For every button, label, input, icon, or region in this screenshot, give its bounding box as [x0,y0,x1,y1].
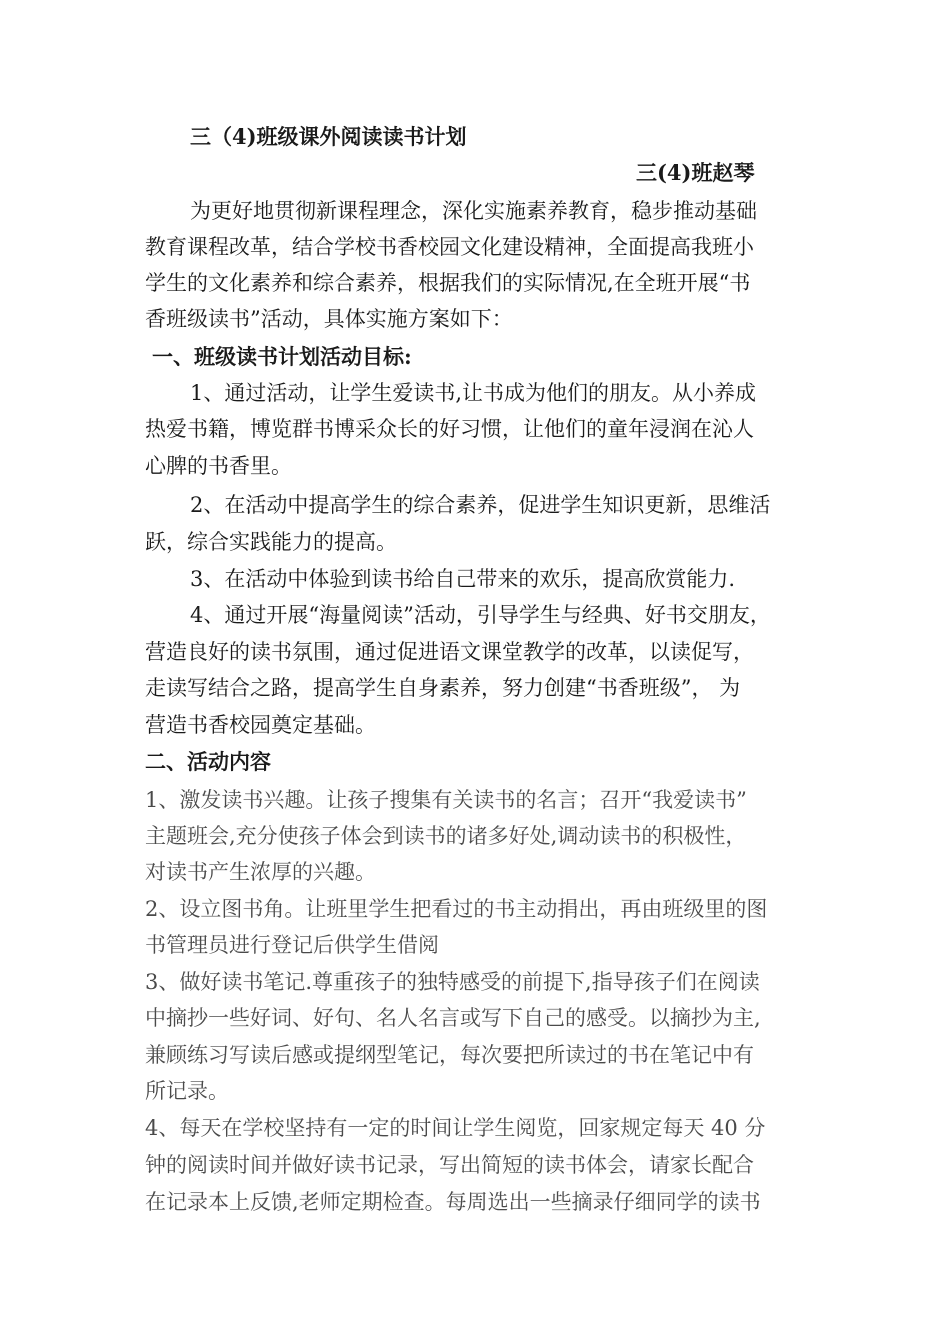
text-line: 跃，综合实践能力的提高。 [145,530,397,554]
text-line: 1、通过活动，让学生爱读书,让书成为他们的朋友。从小养成 [190,381,757,405]
text-line: 1、激发读书兴趣。让孩子搜集有关读书的名言；召开“我爱读书” [145,788,747,812]
text-line: 3、做好读书笔记.尊重孩子的独特感受的前提下,指导孩子们在阅读 [145,970,760,994]
text-line: 书管理员进行登记后供学生借阅 [145,933,439,957]
text-line: 中摘抄一些好词、好句、名人名言或写下自己的感受。以摘抄为主, [145,1006,761,1030]
text-line: 香班级读书”活动，具体实施方案如下： [145,307,513,331]
text-line: 2、设立图书角。让班里学生把看过的书主动捐出，再由班级里的图 [145,897,768,921]
text-line: 在记录本上反馈,老师定期检查。每周选出一些摘录仔细同学的读书 [145,1190,761,1214]
text-line: 学生的文化素养和综合素养，根据我们的实际情况,在全班开展“书 [145,271,751,295]
text-line: 4、通过开展“海量阅读”活动，引导学生与经典、好书交朋友， [190,603,771,627]
text-line: 3、在活动中体验到读书给自己带来的欢乐，提高欣赏能力. [190,567,736,591]
text-line: 心脾的书香里。 [145,454,292,478]
text-line: 主题班会,充分使孩子体会到读书的诸多好处,调动读书的积极性， [145,824,747,848]
document-title: 三（4)班级课外阅读读书计划 [190,124,467,149]
text-line: 兼顾练习写读后感或提纲型笔记，每次要把所读过的书在笔记中有 [145,1043,754,1067]
text-line: 热爱书籍，博览群书博采众长的好习惯，让他们的童年浸润在沁人 [145,417,754,441]
text-line: 营造良好的读书氛围，通过促进语文课堂教学的改革，以读促写， [145,640,754,664]
section1-heading: 一、班级读书计划活动目标: [152,344,412,369]
text-line: 走读写结合之路，提高学生自身素养，努力创建“书香班级”， 为 [145,676,741,700]
text-line: 对读书产生浓厚的兴趣。 [145,860,376,884]
text-line: 教育课程改革，结合学校书香校园文化建设精神，全面提高我班小 [145,235,754,259]
text-line: 营造书香校园奠定基础。 [145,713,376,737]
text-line: 钟的阅读时间并做好读书记录，写出简短的读书体会，请家长配合 [145,1153,754,1177]
text-line: 所记录。 [145,1079,229,1103]
document-author: 三(4)班赵琴 [636,160,755,185]
section2-heading: 二、活动内容 [145,749,271,774]
text-line: 2、在活动中提高学生的综合素养，促进学生知识更新，思维活 [190,493,771,517]
text-line: 为更好地贯彻新课程理念，深化实施素养教育，稳步推动基础 [190,199,757,223]
text-line: 4、每天在学校坚持有一定的时间让学生阅览，回家规定每天 40 分 [145,1116,766,1140]
